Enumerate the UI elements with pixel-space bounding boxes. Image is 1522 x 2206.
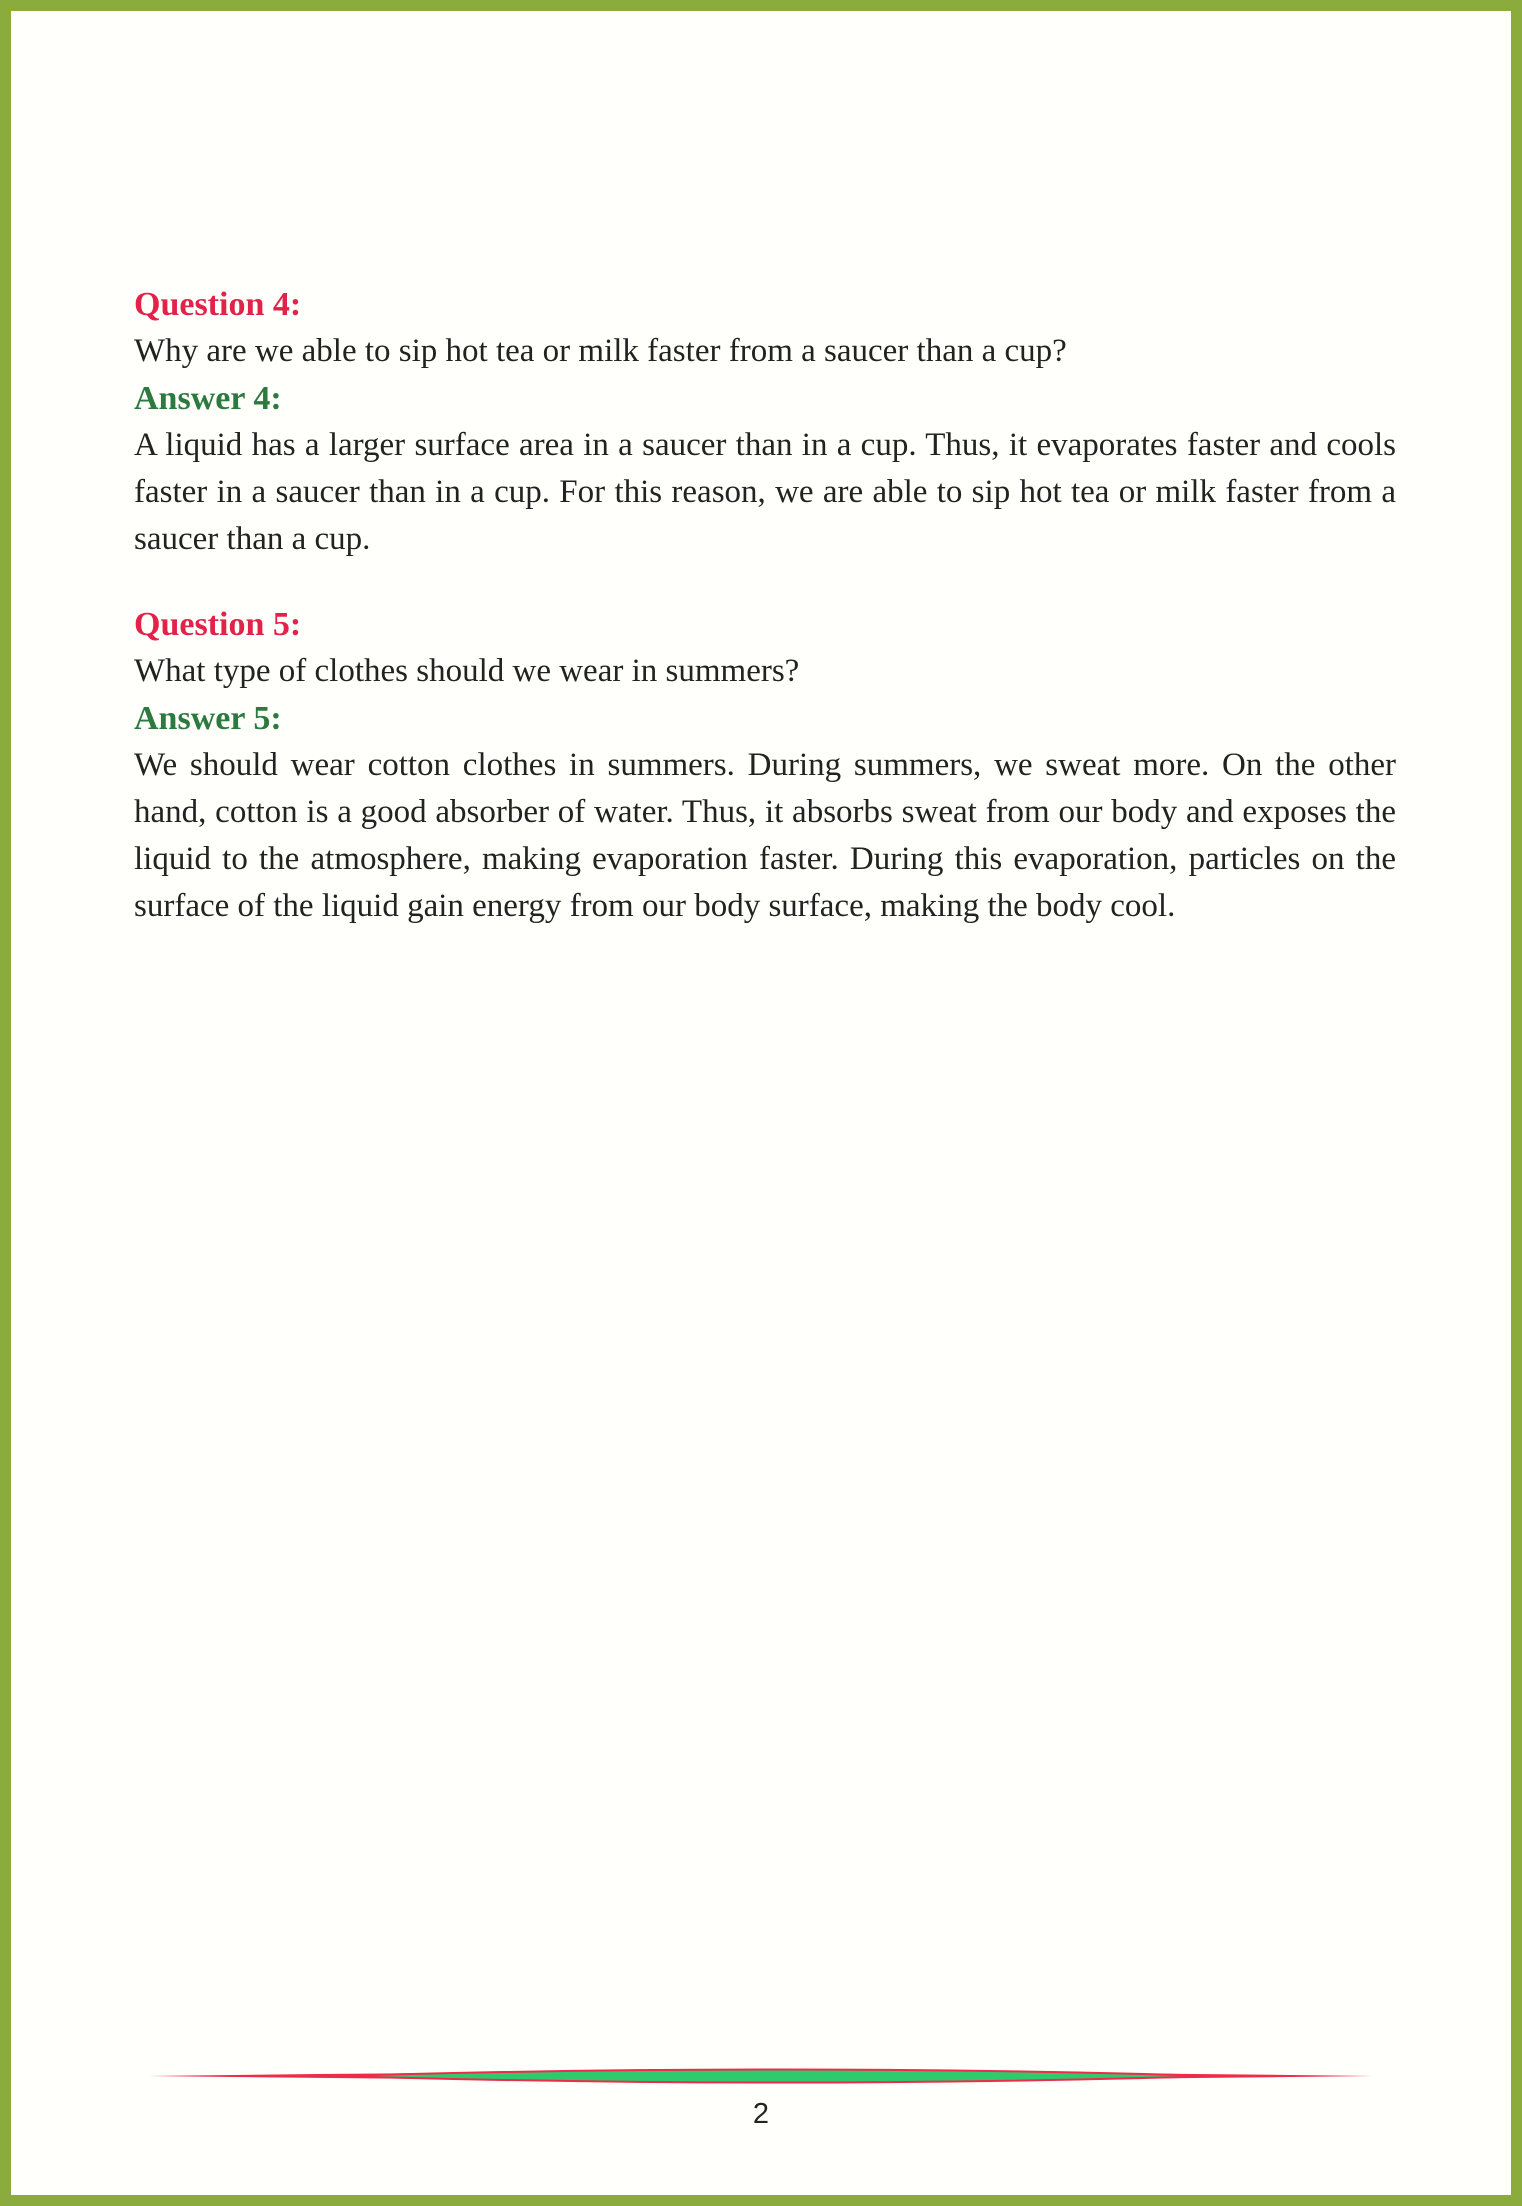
answer-4-label: Answer 4:: [134, 380, 282, 417]
footer-divider: [11, 2063, 1511, 2089]
page-content: [134, 281, 1396, 930]
question-4-text: Why are we able to sip hot tea or milk faster from a saucer than a cup?: [134, 333, 1067, 369]
question-4-label: Question 4:: [134, 286, 302, 323]
answer-5-text: We should wear cotton clothes in summers. During summers, we sweat more. On the other hand, cotton is a good absorber of water. Thus, it absorbs sweat from our body and exposes the liquid to the atmosphere, making evaporation faster. During this evaporation, particles on the surface of the liquid gain energy from our body surface, making the body cool.: [134, 747, 1396, 924]
answer-4-text: A liquid has a larger surface area in a saucer than in a cup. Thus, it evaporates faster and cools faster in a saucer than in a cup. For this reason, we are able to sip hot tea or milk faster from a saucer than a cup.: [134, 427, 1396, 557]
question-5-text: What type of clothes should we wear in summers?: [134, 653, 800, 689]
page-number: 2: [752, 2098, 770, 2130]
divider-ornament-icon: [149, 2063, 1373, 2089]
qa-block-question-5: [134, 601, 1396, 930]
divider-green-lens: [338, 2070, 1218, 2083]
answer-5-label: Answer 5:: [134, 700, 282, 737]
question-5-label: Question 5:: [134, 606, 302, 643]
qa-block-question-4: [134, 281, 1396, 563]
